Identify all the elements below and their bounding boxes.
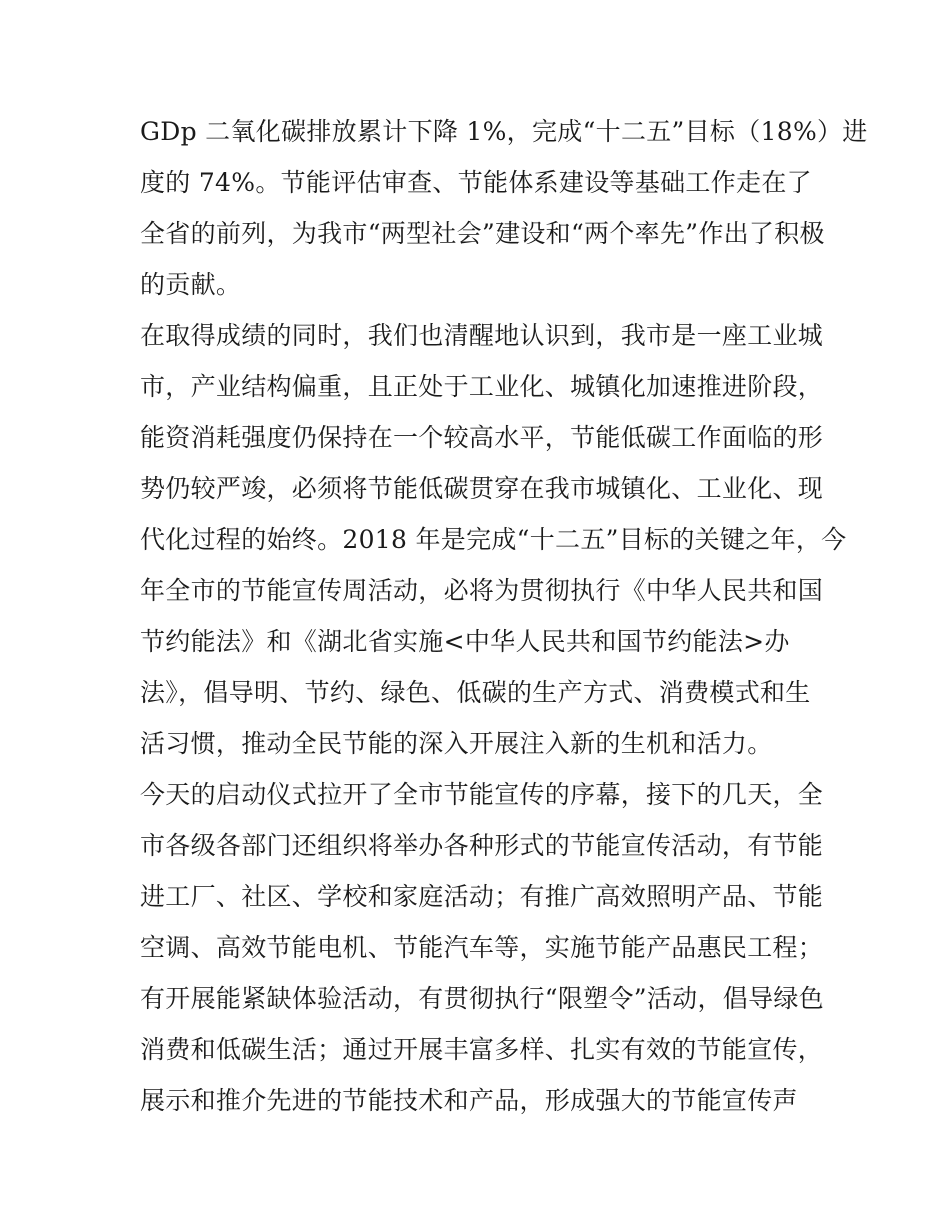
text-line: 的贡献。 <box>140 270 242 299</box>
text-line: GDp 二氧化碳排放累计下降 1%，完成“十二五”目标（18%）进 <box>140 117 868 146</box>
text-line: 市，产业结构偏重，且正处于工业化、城镇化加速推进阶段， <box>140 372 824 401</box>
text-line: 代化过程的始终。2018 年是完成“十二五”目标的关键之年，今 <box>140 525 847 554</box>
text-line: 在取得成绩的同时，我们也清醒地认识到，我市是一座工业城 <box>140 321 824 350</box>
text-line: 全省的前列，为我市“两型社会”建设和“两个率先”作出了积极 <box>140 219 825 248</box>
text-line: 节约能法》和《湖北省实施<中华人民共和国节约能法>办 <box>140 627 790 656</box>
text-line: 活习惯，推动全民节能的深入开展注入新的生机和活力。 <box>140 729 773 758</box>
text-line: 展示和推介先进的节能技术和产品，形成强大的节能宣传声 <box>140 1086 798 1115</box>
body-text <box>140 110 868 1130</box>
text-line: 空调、高效节能电机、节能汽车等，实施节能产品惠民工程； <box>140 933 824 962</box>
text-line: 有开展能紧缺体验活动，有贯彻执行“限塑令”活动，倡导绿色 <box>140 984 824 1013</box>
text-line: 今天的启动仪式拉开了全市节能宣传的序幕，接下的几天，全 <box>140 780 824 809</box>
text-line: 势仍较严竣，必须将节能低碳贯穿在我市城镇化、工业化、现 <box>140 474 824 503</box>
text-line: 能资消耗强度仍保持在一个较高水平，节能低碳工作面临的形 <box>140 423 824 452</box>
text-line: 消费和低碳生活；通过开展丰富多样、扎实有效的节能宣传， <box>140 1035 824 1064</box>
text-line: 市各级各部门还组织将举办各种形式的节能宣传活动，有节能 <box>140 831 824 860</box>
text-line: 进工厂、社区、学校和家庭活动；有推广高效照明产品、节能 <box>140 882 824 911</box>
text-line: 法》，倡导明、节约、绿色、低碳的生产方式、消费模式和生 <box>140 678 811 707</box>
text-line: 年全市的节能宣传周活动，必将为贯彻执行《中华人民共和国 <box>140 576 824 605</box>
text-line: 度的 74%。节能评估审查、节能体系建设等基础工作走在了 <box>140 168 812 197</box>
